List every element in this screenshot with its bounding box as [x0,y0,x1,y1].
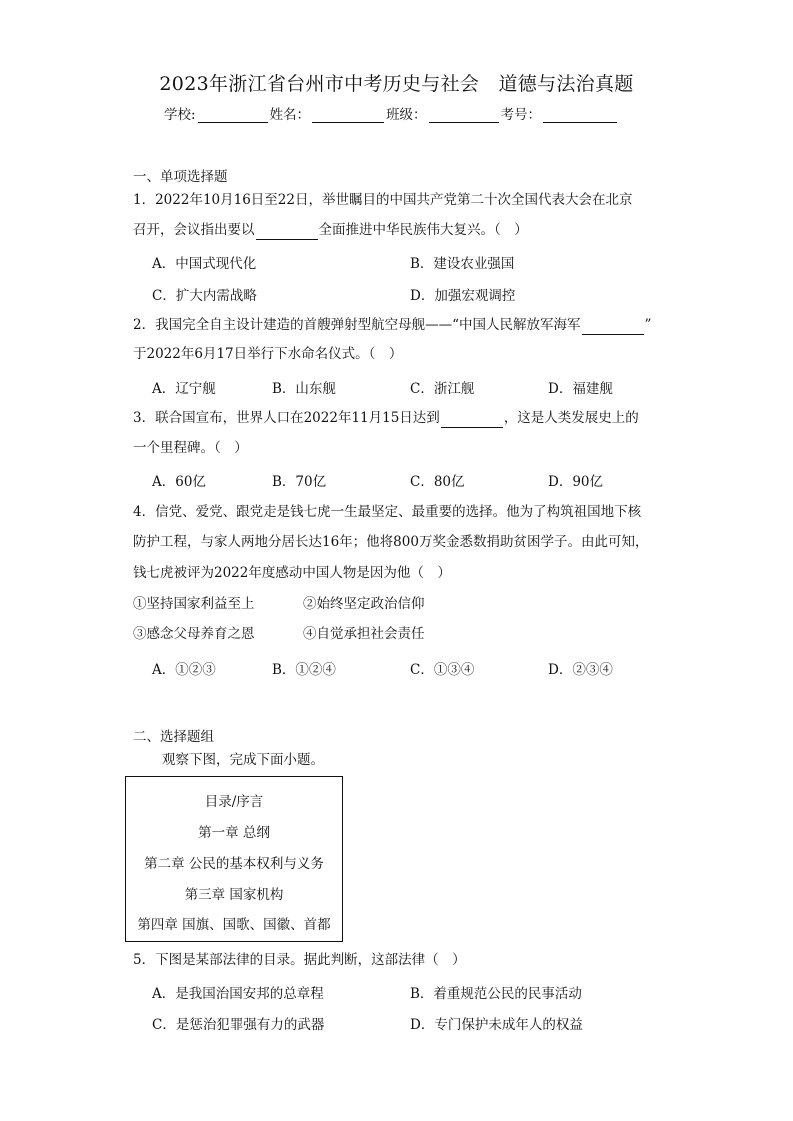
q5-text-line1: 5．下图是某部法律的目录。据此判断，这部法律（ ） [133,952,466,968]
q1-option-c[interactable]: C．扩大内需战略 [152,288,257,304]
school-field[interactable] [198,108,268,123]
school-label: 学校: [164,107,196,123]
q3-text-line2: 一个里程碑。（ ） [133,440,248,456]
q4-option-b[interactable]: B．①②④ [272,662,336,678]
class-label: 班级： [386,107,427,123]
contents-line-chapter-2: 第二章 公民的基本权利与义务 [144,856,324,872]
q2-text-part: 2．我国完全自主设计建造的首艘弹射型航空母舰——“中国人民解放军海军 [133,317,581,333]
name-field[interactable] [312,108,384,123]
q1-option-a[interactable]: A．中国式现代化 [152,256,257,272]
q3-text-line1 [133,408,639,428]
q4-statement-3: ③感念父母养育之恩 [133,626,255,642]
name-label: 姓名： [269,107,311,123]
q4-text-line3: 钱七虎被评为2022年度感动中国人物是因为他（ ） [133,565,451,581]
q2-option-d[interactable]: D．福建舰 [548,381,613,397]
q3-option-a[interactable]: A．60亿 [152,474,206,490]
q3-option-c[interactable]: C．80亿 [410,474,465,490]
q4-text-line1: 4．信党、爱党、跟党走是钱七虎一生最坚定、最重要的选择。他为了构筑祖国地下核 [133,504,642,520]
q2-text-part: ” [644,317,652,333]
q5-option-d[interactable]: D．专门保护未成年人的权益 [410,1017,583,1033]
q4-option-c[interactable]: C．①③④ [410,662,475,678]
q3-blank [441,413,503,428]
q1-option-b[interactable]: B．建设农业强国 [410,256,515,272]
page-title: 2023年浙江省台州市中考历史与社会 道德与法治真题 [159,73,634,95]
q2-option-b[interactable]: B．山东舰 [272,381,336,397]
q4-text-line2: 防护工程，与家人两地分居长达16年；他将800万奖金悉数捐助贫困学子。由此可知， [133,534,649,550]
q2-option-a[interactable]: A．辽宁舰 [152,381,216,397]
q1-text-line1: 1．2022年10月16日至22日，举世瞩目的中国共产党第二十次全国代表大会在北京 [133,192,633,208]
q1-text-line2 [133,220,528,240]
contents-line-preface: 目录/序言 [204,794,264,810]
q1-text-part: 全面推进中华民族伟大复兴。（ ） [318,222,528,238]
section-2-heading: 二、选择题组 [133,729,214,745]
contents-line-chapter-4: 第四章 国旗、国歌、国徽、首都 [137,917,331,933]
q4-statement-4: ④自觉承担社会责任 [303,626,425,642]
q4-statement-1: ①坚持国家利益至上 [133,596,255,612]
q3-text-part: 3．联合国宣布，世界人口在2022年11月15日达到 [133,410,440,426]
group-intro: 观察下图，完成下面小题。 [162,752,324,768]
contents-line-chapter-3: 第三章 国家机构 [184,887,284,903]
law-contents-box [125,776,343,942]
exam-no-field[interactable] [543,108,617,123]
q5-option-a[interactable]: A．是我国治国安邦的总章程 [152,986,324,1002]
q2-text-line2: 于2022年6月17日举行下水命名仪式。（ ） [133,346,403,362]
contents-line-chapter-1: 第一章 总纲 [198,825,270,841]
q1-blank [256,225,318,240]
q5-option-b[interactable]: B．着重规范公民的民事活动 [410,986,582,1002]
q1-option-d[interactable]: D．加强宏观调控 [410,288,516,304]
q1-text-part: 召开，会议指出要以 [133,222,255,238]
q3-text-part: ，这是人类发展史上的 [503,410,639,426]
q5-option-c[interactable]: C．是惩治犯罪强有力的武器 [152,1017,325,1033]
section-1-heading: 一、单项选择题 [133,169,228,185]
q3-option-b[interactable]: B．70亿 [272,474,327,490]
q2-option-c[interactable]: C．浙江舰 [410,381,475,397]
q3-option-d[interactable]: D．90亿 [548,474,604,490]
exam-no-label: 考号： [500,107,542,123]
student-info-line [164,103,619,123]
q4-option-d[interactable]: D．②③④ [548,662,613,678]
q4-option-a[interactable]: A．①②③ [152,662,216,678]
q2-text-line1 [133,315,651,335]
class-field[interactable] [429,108,499,123]
q4-statement-2: ②始终坚定政治信仰 [303,596,425,612]
q2-blank [582,320,644,335]
